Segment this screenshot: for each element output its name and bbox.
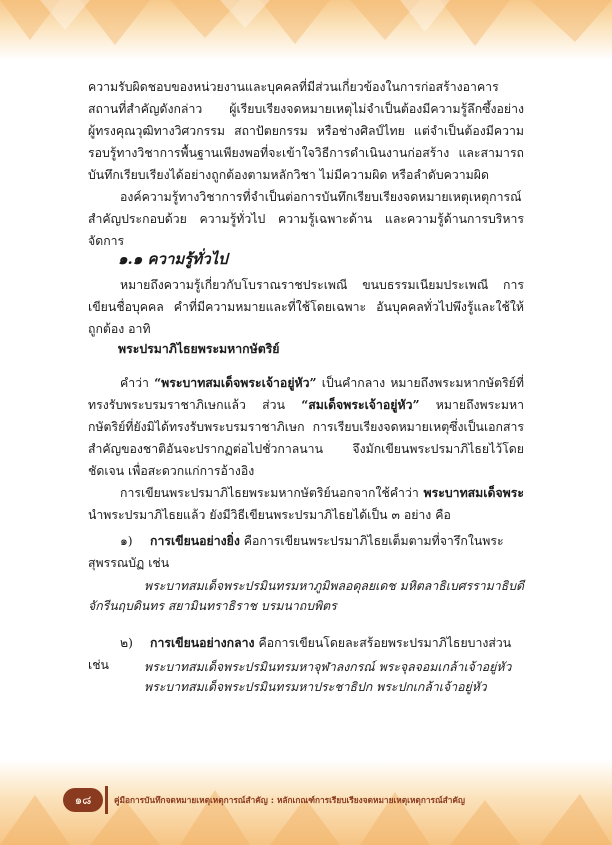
top-band-pattern [0, 0, 612, 60]
footer-divider [105, 786, 108, 814]
royal-title-paragraph [88, 372, 524, 482]
top-decorative-band [0, 0, 612, 60]
list-item-text: คือการเขียนโดยละสร้อยพระปรมาภิไธยบางส่วน เช่น [88, 636, 512, 672]
text-run: นำพระปรมาภิไธยแล้ว ยังมีวิธีเขียนพระปรมาภิไธยได้เป็น ๓ อย่าง คือ [88, 508, 451, 522]
section-heading: ๑.๑ ความรู้ทั่วไป [118, 250, 228, 268]
writing-methods-paragraph [88, 482, 524, 526]
list-item-full-form [88, 530, 524, 574]
page-number: ๑๘ [63, 788, 103, 812]
text-run: หมายถึงพระมหากษัตริย์ที่ยังมิได้ทรงรับพระบรมราชาภิเษก การเรียบเรียงจดหมายเหตุซึ่งเป็นเอกสารสำคัญของชาติอันจะปรากฏต่อไปชั่วกาลนาน จึงมักเขียนพระปรมาภิไธยไว้โดยชัดเจน เพื่อสะดวกแก่การอ้างอิง [88, 398, 524, 478]
bold-term: พระบาทสมเด็จพระ [423, 485, 524, 500]
list-item-number: ๒) [120, 636, 133, 650]
text-run: คำว่า [120, 376, 155, 390]
text-run: เป็นคำกลาง หมายถึงพระมหากษัตริย์ที่ทรงรับพระบรมราชาภิเษกแล้ว ส่วน [88, 376, 524, 412]
list-item-text: คือการเขียนพระปรมาภิไธยเต็มตามที่จารึกในพระสุพรรณบัฏ เช่น [88, 534, 504, 570]
list-item-title: การเขียนอย่างยิ่ง [150, 533, 240, 548]
example-line: พระบาทสมเด็จพระปรมินทรมหาจุฬาลงกรณ์ พระจุลจอมเกล้าเจ้าอยู่หัว [144, 660, 512, 674]
example-full-form [88, 576, 524, 616]
paragraph-responsibility: ความรับผิดชอบของหน่วยงานและบุคคลที่มีส่วนเกี่ยวข้องในการก่อสร้างอาคารสถานที่สำคัญดังกล่าว ผู้เรียบเรียงจดหมายเหตุไม่จำเป็นต้องมีความรู้ลึกซึ้งอย่างผู้ทรงคุณวุฒิทางวิศวกรรม สถาปัตยกรรม หรือช่างศิลป์ไทย แต่จำเป็นต้องมีความรอบรู้ทางวิชาการพื้นฐานเพียงพอที่จะเข้าใจวิธีการดำเนินงานก่อสร้าง และสามารถบันทึกเรียบเรียงได้อย่างถูกต้องตามหลักวิชา ไม่มีความผิด หรือลำดับความผิด [88, 80, 524, 182]
bold-term: “พระบาทสมเด็จพระเจ้าอยู่หัว” [154, 375, 317, 390]
paragraph-knowledge: องค์ความรู้ทางวิชาการที่จำเป็นต่อการบันทึกเรียบเรียงจดหมายเหตุเหตุการณ์สำคัญประกอบด้วย ความรู้ทั่วไป ความรู้เฉพาะด้าน และความรู้ด้านการบริหารจัดการ [88, 190, 524, 248]
example-line: จักรีนฤบดินทร สยามินทราธิราช บรมนาถบพิตร [88, 599, 337, 613]
list-item-number: ๑) [120, 534, 133, 548]
subheading-royal-names: พระปรมาภิไธยพระมหากษัตริย์ [118, 341, 280, 356]
example-medium-form [88, 657, 524, 697]
text-run: การเขียนพระปรมาภิไธยพระมหากษัตริย์นอกจากใช้คำว่า [120, 486, 424, 500]
footer-book-title: คู่มือการบันทึกจดหมายเหตุเหตุการณ์สำคัญ : หลักเกณฑ์การเรียบเรียงจดหมายเหตุเหตุการณ์สำคัญ [114, 795, 465, 805]
example-line: พระบาทสมเด็จพระปรมินทรมหาประชาธิปก พระปกเกล้าเจ้าอยู่หัว [144, 680, 487, 694]
list-item-title: การเขียนอย่างกลาง [150, 635, 255, 650]
section-paragraph: หมายถึงความรู้เกี่ยวกับโบราณราชประเพณี ขนบธรรมเนียมประเพณี การเขียนชื่อบุคคล คำที่มีความหมายและที่ใช้โดยเฉพาะ อันบุคคลทั่วไปพึงรู้และใช้ให้ถูกต้อง อาทิ [88, 278, 524, 336]
example-line: พระบาทสมเด็จพระปรมินทรมหาภูมิพลอดุลยเดช มหิตลาธิเบศรรามาธิบดี [144, 579, 524, 593]
bold-term: “สมเด็จพระเจ้าอยู่หัว” [301, 397, 420, 412]
